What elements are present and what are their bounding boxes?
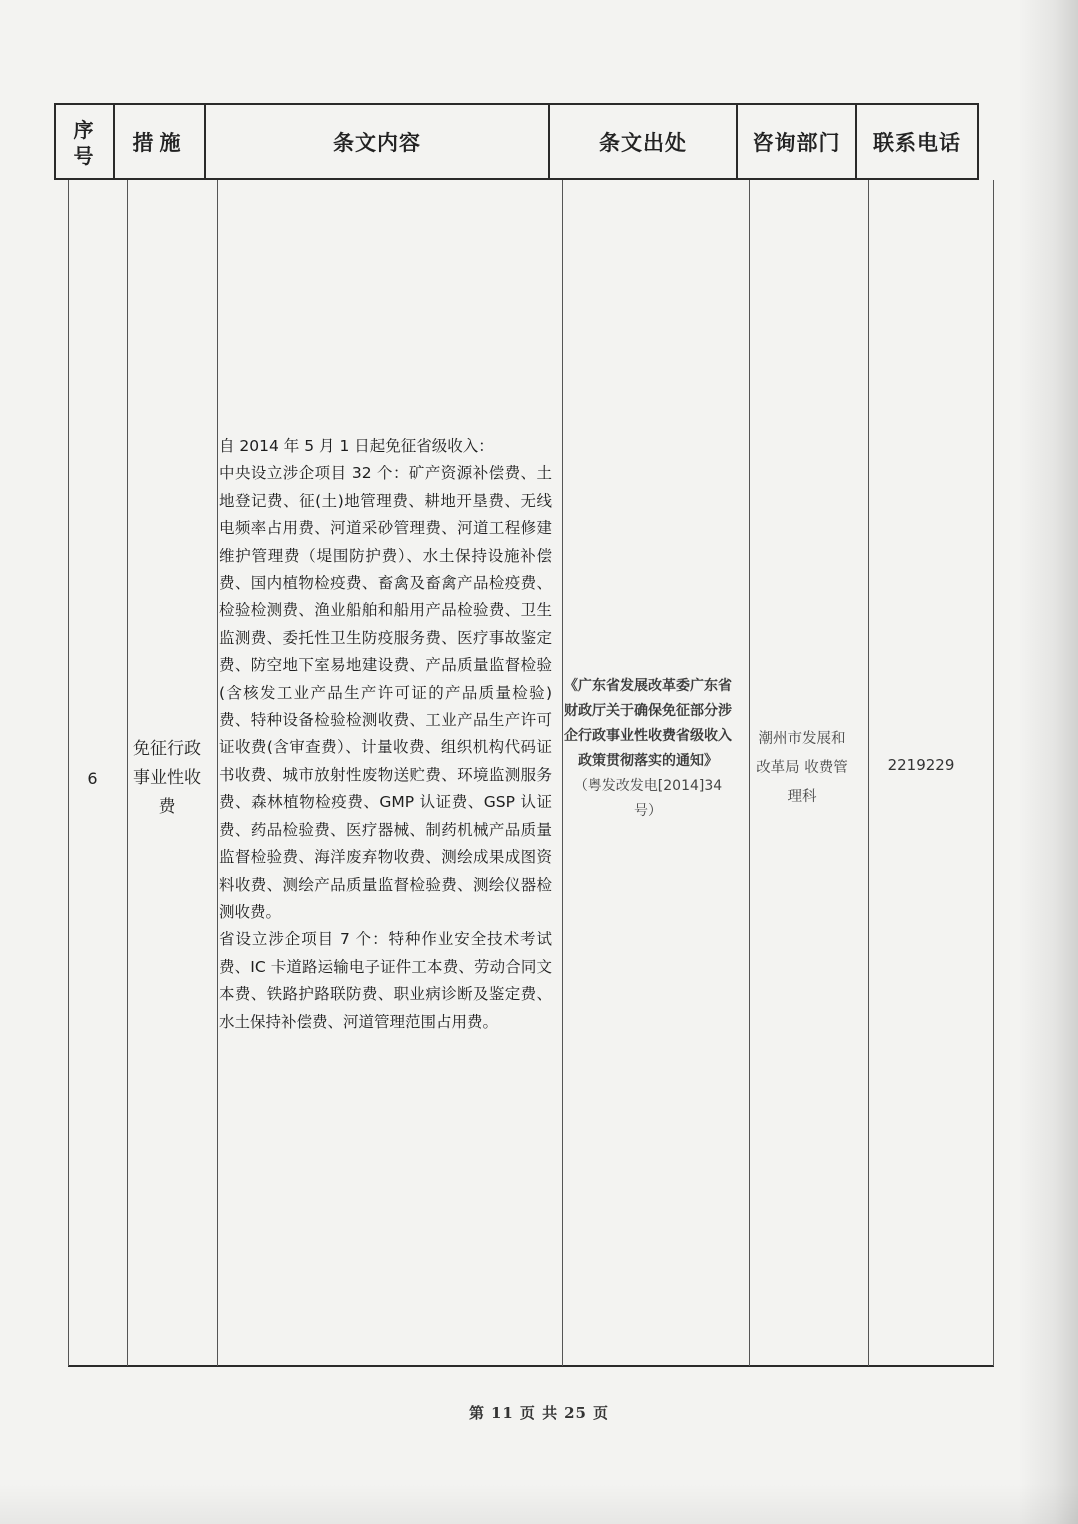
header-measure: 措施: [132, 130, 187, 155]
row-source: [562, 674, 734, 824]
header-bottom-border: [54, 178, 978, 180]
body-col-line: [127, 180, 128, 1366]
footer-label: 页: [592, 1404, 609, 1422]
row-department: 潮州市发展和改革局 收费管理科: [756, 731, 848, 805]
content-central-items: 中央设立涉企项目 32 个：矿产资源补偿费、土地登记费、征(土)地管理费、耕地开垦费、无线电频率占用费、河道采砂管理费、河道工程修建维护管理费（堤围防护费）、水土保持设施补偿费、国内植物检疫费、畜禽及畜禽产品检疫费、检验检测费、渔业船舶和船用产品检验费、卫生监测费、委托性卫生防疫服务费、医疗事故鉴定费、防空地下室易地建设费、产品质量监督检验(含核发工业产品生产许可证的产品质量检验)费、特种设备检验检测收费、工业产品生产许可证收费(含审查费）、计量收费、组织机构代码证书收费、城市放射性废物送贮费、环境监测服务费、森林植物检疫费、GMP 认证费、GSP 认证费、药品检验费、医疗器械、制药机械产品质量监督检验费、海洋废弃物收费、测绘成果成图资料收费、测绘产品质量监督检验费、测绘仪器检测收费。: [219, 464, 552, 921]
content-intro: 自 2014 年 5 月 1 日起免征省级收入：: [219, 437, 494, 455]
header-col-line: [977, 103, 979, 180]
body-col-line: [993, 180, 994, 1366]
page-footer: [0, 1402, 1078, 1423]
footer-label: 页 共: [519, 1404, 559, 1422]
body-col-line: [217, 180, 218, 1366]
header-department: 咨询部门: [752, 130, 841, 155]
content-provincial-items: 省设立涉企项目 7 个：特种作业安全技术考试费、IC 卡道路运输电子证件工本费、劳动合同文本费、铁路护路联防费、职业病诊断及鉴定费、水土保持补偿费、河道管理范围占用费。: [219, 930, 552, 1031]
current-page-number: 11: [491, 1404, 514, 1422]
row-number: 6: [87, 768, 98, 788]
row-content: [219, 433, 552, 1036]
source-document-number: （粤发改发电[2014]34 号）: [573, 778, 723, 819]
source-document-title: 《广东省发展改革委广东省财政厅关于确保免征部分涉企行政事业性收费省级收入政策贯彻落实的通知》: [564, 678, 732, 769]
header-phone: 联系电话: [873, 130, 961, 155]
table-bottom-border: [68, 1365, 994, 1367]
header-col-line: [54, 103, 56, 180]
body-col-line: [68, 180, 69, 1366]
body-col-line: [749, 180, 750, 1366]
row-measure: 免征行政事业性收费: [133, 739, 201, 817]
header-source: 条文出处: [599, 130, 687, 155]
footer-label: 第: [468, 1404, 485, 1422]
header-number: 序号: [73, 118, 95, 168]
row-phone: 2219229: [887, 756, 955, 774]
header-content: 条文内容: [333, 130, 421, 155]
total-pages-number: 25: [564, 1404, 587, 1422]
